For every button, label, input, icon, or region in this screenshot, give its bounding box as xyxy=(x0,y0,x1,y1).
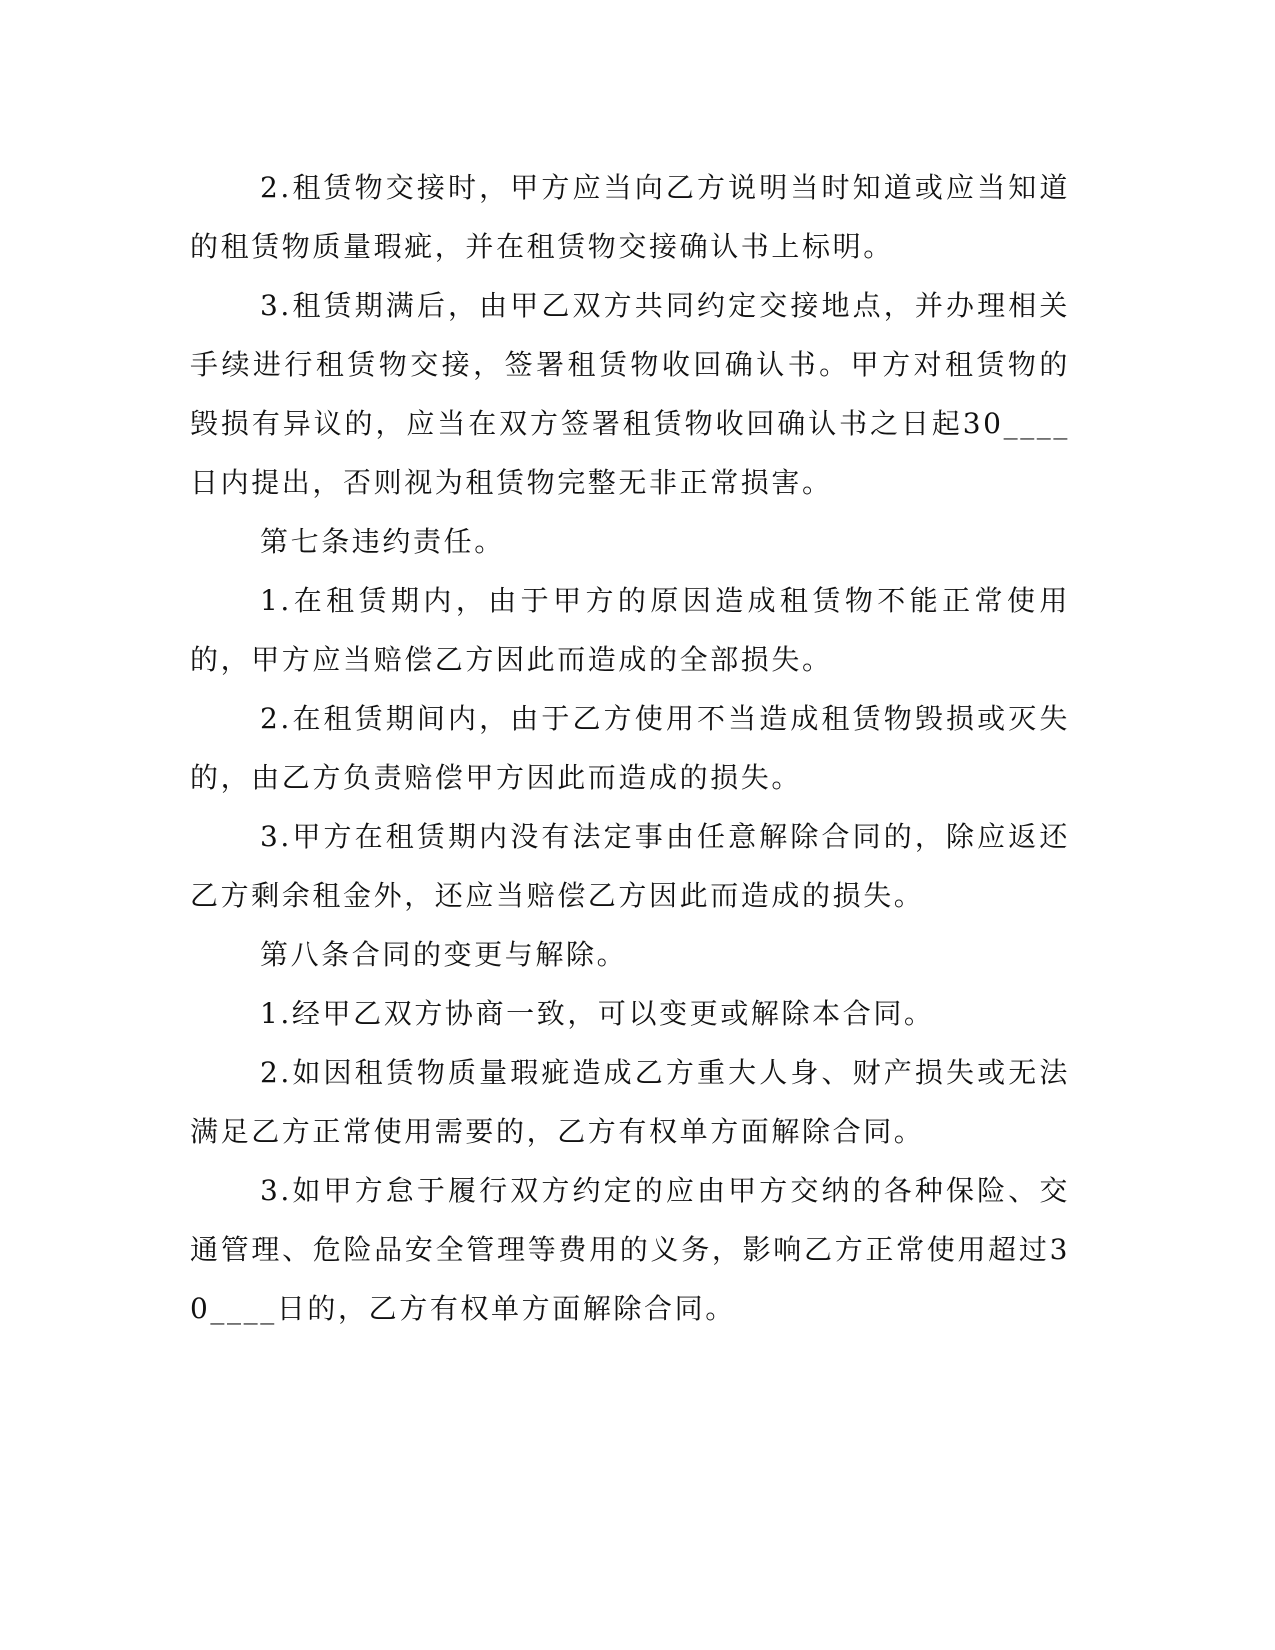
clause-paragraph: 2.如因租赁物质量瑕疵造成乙方重大人身、财产损失或无法满足乙方正常使用需要的，乙方有权单方面解除合同。 xyxy=(190,1056,1070,1148)
section-heading: 第七条违约责任。 xyxy=(260,525,505,558)
clause-paragraph: 2.租赁物交接时，甲方应当向乙方说明当时知道或应当知道的租赁物质量瑕疵，并在租赁物交接确认书上标明。 xyxy=(190,171,1070,263)
clause-paragraph: 3.租赁期满后，由甲乙双方共同约定交接地点，并办理相关手续进行租赁物交接，签署租赁物收回确认书。甲方对租赁物的毁损有异议的，应当在双方签署租赁物收回确认书之日起30____日内提出，否则视为租赁物完整无非正常损害。 xyxy=(190,289,1070,499)
clause-paragraph: 1.经甲乙双方协商一致，可以变更或解除本合同。 xyxy=(260,997,935,1030)
clause-paragraph: 1.在租赁期内，由于甲方的原因造成租赁物不能正常使用的，甲方应当赔偿乙方因此而造成的全部损失。 xyxy=(190,584,1070,676)
document-body xyxy=(190,158,1070,1338)
section-heading: 第八条合同的变更与解除。 xyxy=(260,938,628,971)
clause-paragraph: 3.如甲方怠于履行双方约定的应由甲方交纳的各种保险、交通管理、危险品安全管理等费用的义务，影响乙方正常使用超过30____日的，乙方有权单方面解除合同。 xyxy=(190,1174,1070,1325)
clause-paragraph: 3.甲方在租赁期内没有法定事由任意解除合同的，除应返还乙方剩余租金外，还应当赔偿乙方因此而造成的损失。 xyxy=(190,820,1070,912)
clause-paragraph: 2.在租赁期间内，由于乙方使用不当造成租赁物毁损或灭失的，由乙方负责赔偿甲方因此而造成的损失。 xyxy=(190,702,1070,794)
